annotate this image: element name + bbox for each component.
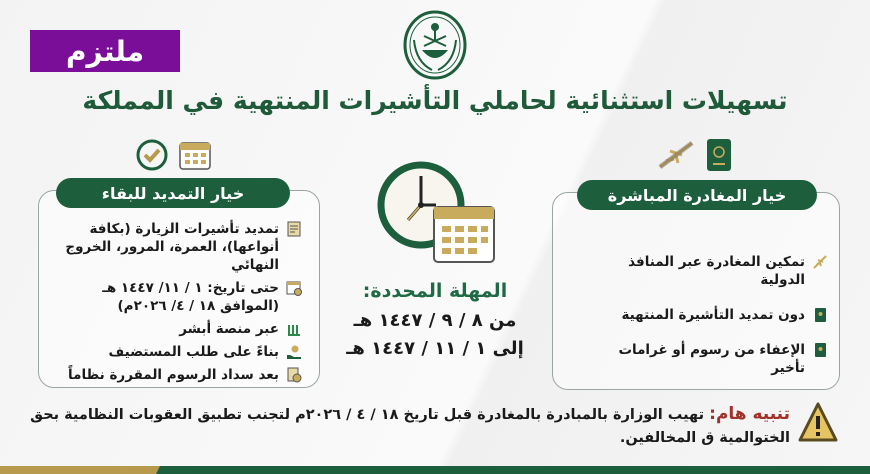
- footer-gold-strip: [0, 466, 160, 474]
- passport-icon: [812, 307, 828, 323]
- clock-calendar-icon: [376, 160, 500, 270]
- list-item: تمديد تأشيرات الزيارة (بكافة أنواعها)، العمرة، المرور، الخروج النهائي: [50, 220, 302, 274]
- stay-option-header: خيار التمديد للبقاء: [56, 178, 290, 208]
- page-title: تسهيلات استثنائية لحاملي التأشيرات المنتهية في المملكة: [82, 86, 788, 115]
- list-item: تمكين المغادرة عبر المنافذ الدولية: [580, 253, 828, 289]
- deadline-label: المهلة المحددة:: [362, 280, 508, 302]
- absher-icon: [286, 321, 302, 337]
- list-item: دون تمديد التأشيرة المنتهية: [580, 306, 828, 324]
- fees-document-icon: [286, 367, 302, 383]
- stay-option-list: [50, 220, 302, 389]
- warning-text: تنبيه هام: تهيب الوزارة بالمبادرة بالمغادرة قبل تاريخ ١٨ / ٤ / ٢٠٢٦م لتجنب تطبيق العقوبات النظامية بحق الختوالمية ق المخالفين.: [30, 404, 790, 446]
- calendar-clock-icon: [286, 280, 302, 296]
- departure-option-list: [580, 253, 828, 382]
- document-pen-icon: [286, 221, 302, 237]
- list-item: بعد سداد الرسوم المقررة نظاماً: [50, 366, 302, 384]
- deadline-from: من ٨ / ٩ / ١٤٤٧ هـ: [353, 310, 517, 331]
- airplane-icon: [812, 254, 828, 270]
- list-item: عبر منصة أبشر: [50, 320, 302, 338]
- deadline-to: إلى ١ / ١١ / ١٤٤٧ هـ: [346, 338, 524, 359]
- list-item: بناءً على طلب المستضيف: [50, 343, 302, 361]
- passport-icon: [812, 342, 828, 358]
- departure-option-header: خيار المغادرة المباشرة: [577, 180, 817, 210]
- warning-label: تنبيه هام:: [709, 404, 790, 424]
- footer-green-strip: [156, 466, 870, 474]
- passport-icon: [705, 137, 733, 177]
- hand-request-icon: [286, 344, 302, 360]
- airplane-icon: [656, 137, 696, 177]
- warning-icon: [798, 401, 838, 447]
- list-item: الإعفاء من رسوم أو غرامات تأخير: [580, 341, 828, 377]
- ministry-emblem-icon: [402, 10, 468, 80]
- calendar-icon: [178, 139, 212, 175]
- check-circle-icon: [136, 139, 168, 175]
- list-item: حتى تاريخ: ١ / ١١/ ١٤٤٧ هـ (الموافق ١٨ / ٤/ ٢٠٢٦م): [50, 279, 302, 315]
- brand-logo: ملتزم: [30, 30, 180, 72]
